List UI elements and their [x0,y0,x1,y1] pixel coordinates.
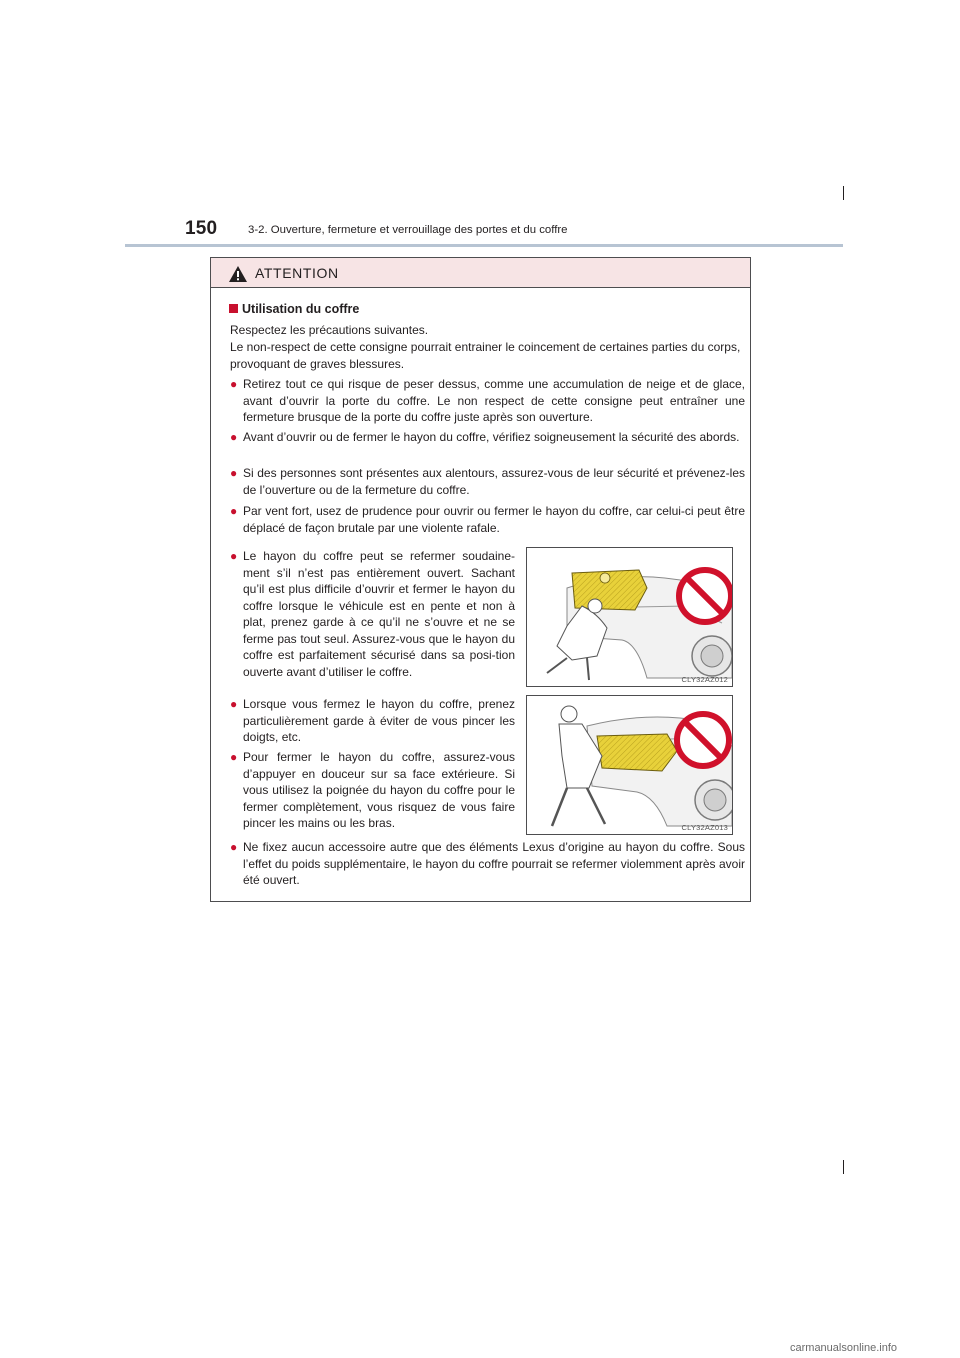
illustration-trunk-closing [526,695,733,835]
list-item-text: Retirez tout ce qui risque de peser dessus, comme une accumulation de neige et de glace, avant d’ouvrir la porte du coffre. Le non respect de cette consigne peut entraîner une fermeture brusque de la porte du coffre juste après son ouverture. [243,377,745,424]
illustration-drawing [527,696,733,835]
list-item [230,429,745,446]
list-item-text: Ne fixez aucun accessoire autre que des éléments Lexus d’origine au hayon du coffre. Sous l’effet du poids supplémentaire, le hayon du coffre pourrait se refermer violemment après avoir été ouvert. [243,840,745,887]
bullet-dot-icon: ● [230,697,238,711]
list-item [230,749,515,832]
intro-paragraph-1: Respectez les précautions suivantes. [230,323,429,337]
crop-mark-bottom [843,1160,844,1174]
figure-code: CLY32AZ013 [681,823,728,832]
figure-code: CLY32AZ012 [681,675,728,684]
warning-triangle-icon [228,265,248,283]
topic-heading [229,302,359,316]
bullet-dot-icon: ● [230,549,238,563]
attention-box [210,257,751,902]
attention-title: ATTENTION [255,265,339,281]
list-item-text: Si des personnes sont présentes aux alentours, assurez-vous de leur sécurité et prévenez-les de l’ouverture ou de la fermeture du coffre. [243,466,745,497]
bullet-dot-icon: ● [230,750,238,764]
watermark: carmanualsonline.info [790,1342,898,1354]
page-number: 150 [185,218,218,239]
list-item-text: Avant d’ouvrir ou de fermer le hayon du coffre, vérifiez soigneusement la sécurité des abords. [243,430,740,444]
illustration-drawing [527,548,733,687]
intro-paragraph-2: Le non-respect de cette consigne pourrait entrainer le coincement de certaines parties du corps, provoquant de graves blessures. [230,340,741,371]
list-item [230,548,515,680]
topic-heading-text: Utilisation du coffre [242,302,360,316]
list-item-text: Lorsque vous fermez le hayon du coffre, prenez particulièrement garde à éviter de vous pincer les doigts, etc. [243,697,515,744]
bullet-dot-icon: ● [230,840,238,854]
illustration-trunk-open [526,547,733,687]
list-item [230,503,745,536]
list-item-text: Par vent fort, usez de prudence pour ouvrir ou fermer le hayon du coffre, car celui-ci peut être déplacé de façon brutale par une violente rafale. [243,504,745,535]
list-item [230,839,745,889]
list-item [230,465,745,498]
header-rule [125,244,843,247]
section-title: 3-2. Ouverture, fermeture et verrouillage des portes et du coffre [248,224,568,236]
list-item-text: Le hayon du coffre peut se refermer soudaine-ment s’il n’est pas entièrement ouvert. Sachant qu’il est plus difficile d’ouvrir et fermer le hayon du coffre lorsque le véhicule est en pente et non à plat, prenez garde à ce qu’il ne s’ouvre et ne se ferme pas tout seul. Assurez-vous que le hayon du coffre est parfaitement sécurisé dans sa posi-tion ouverte avant d’utiliser le coffre. [243,549,515,679]
bullet-dot-icon: ● [230,430,238,444]
crop-mark-top [843,186,844,200]
bullet-dot-icon: ● [230,466,238,480]
list-item [230,696,515,746]
bullet-dot-icon: ● [230,504,238,518]
attention-header [211,258,750,288]
list-item-text: Pour fermer le hayon du coffre, assurez-vous d’appuyer en douceur sur sa face extérieure. Si vous utilisez la poignée du hayon du coffre pour le fermer complètement, vous risquez de vous faire pincer les mains ou les bras. [243,750,515,830]
bullet-dot-icon: ● [230,377,238,391]
list-item [230,376,745,426]
topic-square-icon [229,304,238,313]
